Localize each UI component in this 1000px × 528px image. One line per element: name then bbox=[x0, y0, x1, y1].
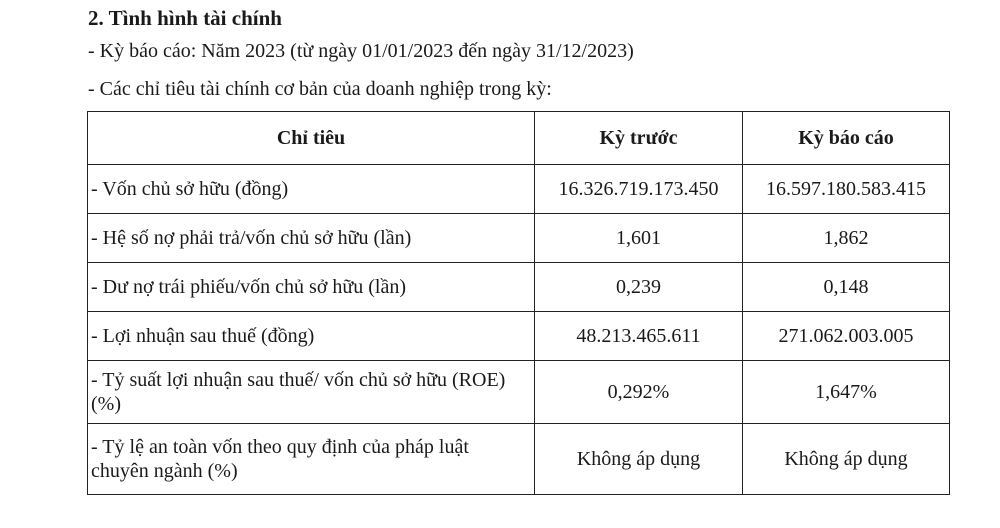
row-current-value: 1,647% bbox=[743, 361, 950, 424]
financial-indicators-table bbox=[87, 111, 950, 495]
row-indicator-name: - Hệ số nợ phải trả/vốn chủ sở hữu (lần) bbox=[88, 214, 535, 263]
row-previous-value: 1,601 bbox=[535, 214, 743, 263]
row-previous-value: 0,239 bbox=[535, 263, 743, 312]
indicators-intro-line: - Các chỉ tiêu tài chính cơ bản của doanh nghiệp trong kỳ: bbox=[88, 78, 552, 100]
row-previous-value: 48.213.465.611 bbox=[535, 312, 743, 361]
table-row bbox=[88, 165, 950, 214]
row-current-value: 1,862 bbox=[743, 214, 950, 263]
row-current-value: Không áp dụng bbox=[743, 424, 950, 495]
table-row bbox=[88, 214, 950, 263]
report-period-line: - Kỳ báo cáo: Năm 2023 (từ ngày 01/01/2023 đến ngày 31/12/2023) bbox=[88, 40, 634, 62]
table-row bbox=[88, 263, 950, 312]
header-indicator: Chỉ tiêu bbox=[88, 112, 535, 165]
table-row bbox=[88, 361, 950, 424]
row-previous-value: 16.326.719.173.450 bbox=[535, 165, 743, 214]
table-row bbox=[88, 424, 950, 495]
row-indicator-name: - Dư nợ trái phiếu/vốn chủ sở hữu (lần) bbox=[88, 263, 535, 312]
section-title: 2. Tình hình tài chính bbox=[88, 6, 282, 30]
header-previous-period: Kỳ trước bbox=[535, 112, 743, 165]
row-current-value: 271.062.003.005 bbox=[743, 312, 950, 361]
row-previous-value: Không áp dụng bbox=[535, 424, 743, 495]
row-indicator-name: - Tỷ lệ an toàn vốn theo quy định của pháp luật chuyên ngành (%) bbox=[88, 424, 535, 495]
row-indicator-name: - Tỷ suất lợi nhuận sau thuế/ vốn chủ sở hữu (ROE) (%) bbox=[88, 361, 535, 424]
row-indicator-name: - Lợi nhuận sau thuế (đồng) bbox=[88, 312, 535, 361]
row-current-value: 0,148 bbox=[743, 263, 950, 312]
row-current-value: 16.597.180.583.415 bbox=[743, 165, 950, 214]
table-header-row bbox=[88, 112, 950, 165]
row-indicator-name: - Vốn chủ sở hữu (đồng) bbox=[88, 165, 535, 214]
row-previous-value: 0,292% bbox=[535, 361, 743, 424]
header-reporting-period: Kỳ báo cáo bbox=[743, 112, 950, 165]
table-row bbox=[88, 312, 950, 361]
